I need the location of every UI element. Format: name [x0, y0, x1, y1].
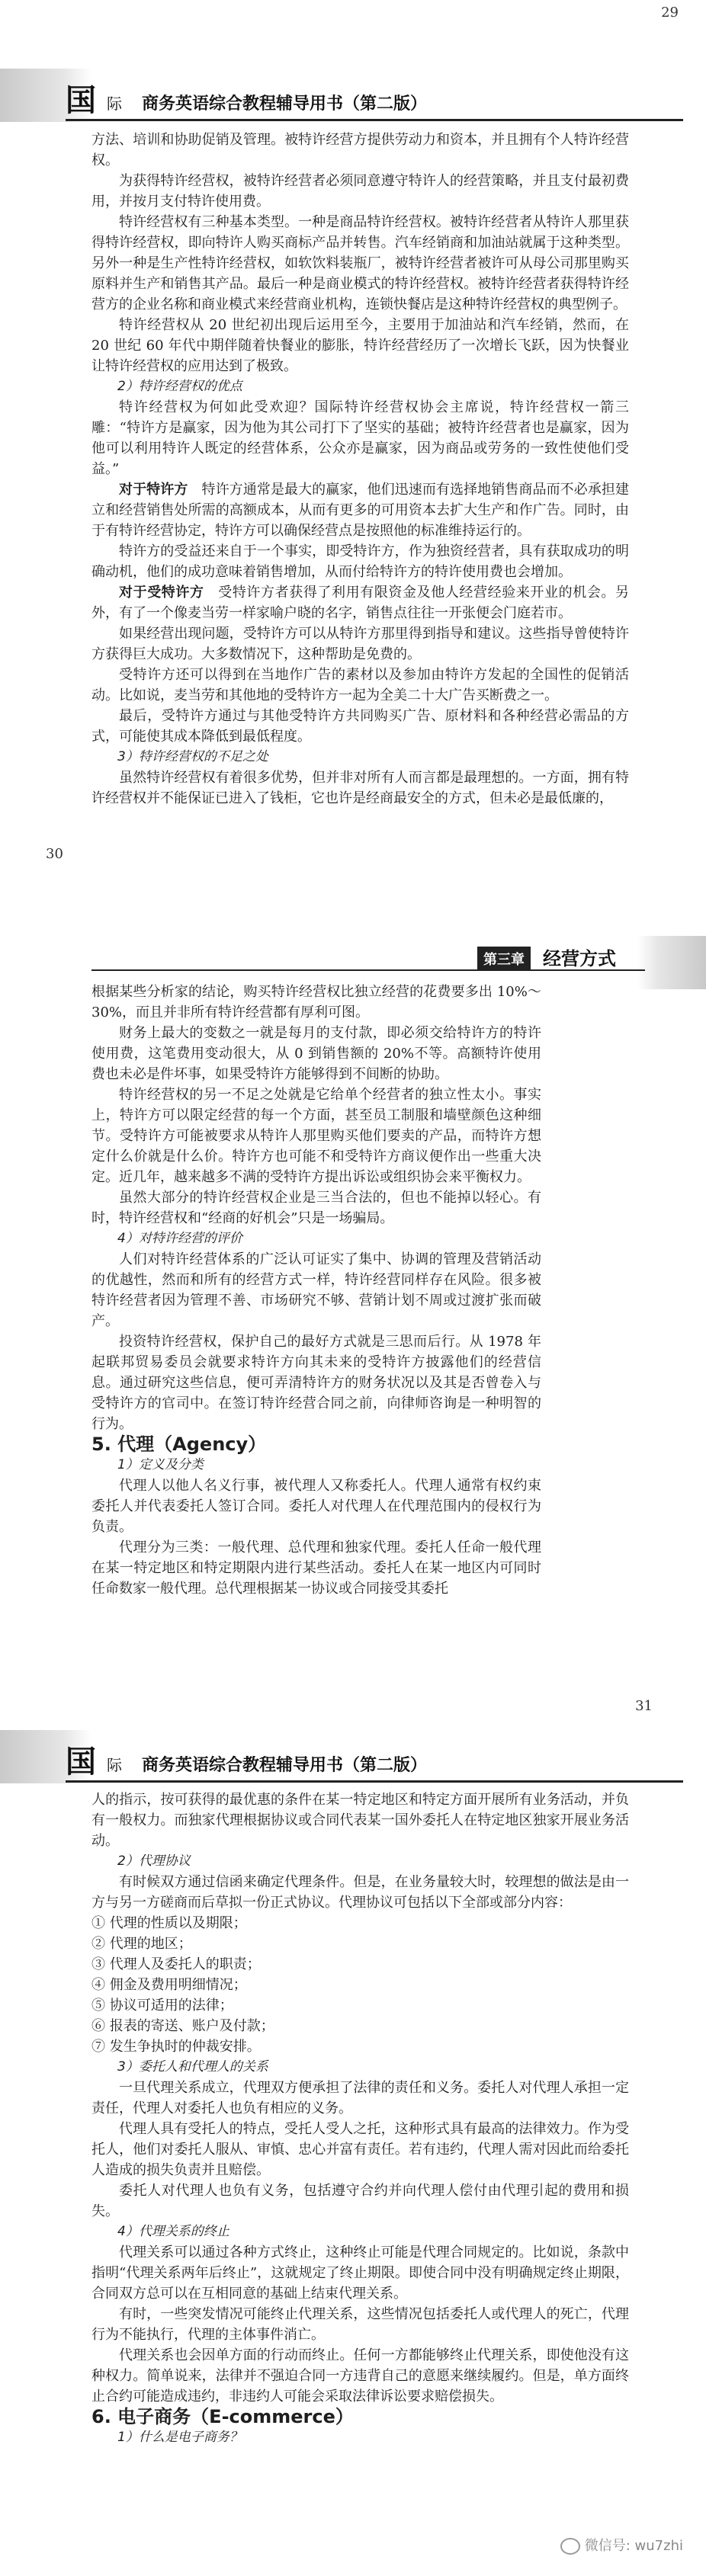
list-item	[91, 2016, 629, 2036]
paragraph-text: 5. 代理（Agency）	[91, 1434, 267, 1455]
paragraph	[91, 982, 541, 1023]
watermark-text: 微信号: wu7zhi	[584, 2538, 683, 2554]
paragraph-text: 1）什么是电子商务？	[117, 2430, 242, 2445]
header-logo-char: 国	[66, 1744, 96, 1780]
header-logo-char: 国	[66, 82, 96, 118]
paragraph	[91, 623, 629, 665]
paragraph-text: 最后，受特许方通过与其他受特许方共同购买广告、原材料和各种经营必需品的方式，可能使其成本降低到最低程度。	[91, 708, 629, 745]
book-header	[0, 1730, 706, 1783]
section-heading	[91, 2407, 629, 2427]
paragraph-text: ① 代理的性质以及期限；	[91, 1915, 247, 1931]
paragraph	[91, 1023, 541, 1085]
paragraph	[91, 2119, 629, 2180]
paragraph	[91, 2078, 629, 2119]
page-body	[91, 130, 629, 809]
subsection-heading	[91, 1229, 541, 1249]
paragraph-text: 2）代理协议	[117, 1854, 191, 1869]
paragraph-text: 特许经营权为何如此受欢迎？国际特许经营权协会主席说，特许经营权一箭三雕：“特许方是赢家，因为他为其公司打下了坚实的基础；被特许经营者也是赢家，因为他可以利用特许人既定的经营体系，公众亦是赢家，因为商品或劳务的一致性使他们受益。”	[91, 399, 629, 477]
paragraph	[91, 1537, 541, 1599]
chapter-label: 第三章	[477, 947, 531, 971]
list-item	[91, 1995, 629, 2016]
wechat-watermark	[560, 2535, 683, 2555]
chapter-rule	[91, 969, 645, 971]
subsection-heading	[91, 2222, 629, 2242]
paragraph-text: 特许经营权从 20 世纪初出现后运用至今，主要用于加油站和汽车经销，然而，在 20 世纪 60 年代中期伴随着快餐业的膨胀，特许经营经历了一次增长飞跃，因为快餐业让特许经营权的应用达到了极致。	[91, 317, 629, 374]
subsection-heading	[91, 2057, 629, 2078]
book-header	[0, 69, 706, 122]
paragraph	[91, 767, 629, 809]
paragraph-text: 财务上最大的变数之一就是每月的支付款，即必须交给特许方的特许使用费，这笔费用变动很大，从 0 到销售额的 20%不等。高额特许使用费也未必是件坏事，如果受特许方能够得到不间断的协助。	[91, 1025, 541, 1082]
paragraph-text: 4）对特许经营的评价	[117, 1231, 242, 1246]
paragraph	[91, 212, 629, 315]
paragraph-text: ② 代理的地区；	[91, 1936, 192, 1952]
paragraph	[91, 1085, 541, 1187]
paragraph-text: 代理关系也会因单方面的行动而终止。任何一方都能够终止代理关系，即使他没有这种权力。简单说来，法律并不强迫合同一方违背自己的意愿来继续履约。但是，单方面终止合约可能造成违约，非违约人可能会采取法律诉讼要求赔偿损失。	[91, 2347, 629, 2405]
paragraph-text: ④ 佣金及费用明细情况；	[91, 1977, 247, 1993]
paragraph	[91, 171, 629, 212]
paragraph-text: 代理关系可以通过各种方式终止，这种终止可能是代理合同规定的。比如说，条款中指明“代理关系两年后终止”，这就规定了终止期限。即使合同中没有明确规定终止期限，合同双方总可以在互相同意的基础上结束代理关系。	[91, 2244, 629, 2302]
paragraph-text: 虽然大部分的特许经营权企业是三当合法的，但也不能掉以轻心。有时，特许经营权和“经商的好机会”只是一场骗局。	[91, 1190, 541, 1226]
book-title: 商务英语综合教程辅导用书（第二版）	[142, 1756, 428, 1775]
paragraph	[91, 706, 629, 747]
paragraph-text: 如果经营出现问题，受特许方可以从特许方那里得到指导和建议。这些指导曾使特许方获得巨大成功。大多数情况下，这种帮助是免费的。	[91, 626, 629, 662]
header-rule	[66, 119, 683, 121]
paragraph-text: 受特许方还可以得到在当地作广告的素材以及参加由特许方发起的全国性的促销活动。比如说，麦当劳和其他地的受特许方一起为全美二十大广告买断费之一。	[91, 667, 629, 703]
list-item	[91, 1913, 629, 1934]
paragraph-text: 6. 电子商务（E-commerce）	[91, 2406, 354, 2427]
paragraph-lead: 对于特许方	[119, 482, 188, 498]
section-heading	[91, 1434, 541, 1455]
paragraph	[91, 665, 629, 706]
paragraph-text: 1）定义及分类	[117, 1457, 204, 1472]
paragraph-text: 虽然特许经营权有着很多优势，但并非对所有人而言都是最理想的。一方面，拥有特许经营权并不能保证已进入了钱柜，它也许是经商最安全的方式，但未必是最低廉的，	[91, 770, 629, 806]
paragraph-text: 3）特许经营权的不足之处	[117, 749, 268, 764]
page-number-bottom: 30	[46, 846, 63, 862]
paragraph-text: 人们对特许经营体系的广泛认可证实了集中、协调的管理及营销活动的优越性，然而和所有的经营方式一样，特许经营同样存在风险。很多被特许经营者因为管理不善、市场研究不够、营销计划不周或过渡扩张而破产。	[91, 1251, 541, 1329]
subsection-heading	[91, 2427, 629, 2448]
paragraph	[91, 1187, 541, 1229]
list-item	[91, 2036, 629, 2057]
paragraph-text: 4）代理关系的终止	[117, 2224, 229, 2239]
header-sub-char: 际	[107, 95, 122, 113]
paragraph-lead: 对于受特许方	[119, 585, 204, 601]
paragraph	[91, 2180, 629, 2222]
paragraph-text: 一旦代理关系成立，代理双方便承担了法律的责任和义务。委托人对代理人承担一定责任，代理人对委托人也负有相应的义务。	[91, 2080, 629, 2116]
paragraph	[91, 582, 629, 623]
paragraph-text: 2）特许经营权的优点	[117, 379, 242, 394]
subsection-heading	[91, 747, 629, 767]
paragraph	[91, 2304, 629, 2345]
paragraph-text: ⑦ 发生争执时的仲裁安排。	[91, 2039, 261, 2055]
subsection-heading	[91, 1455, 541, 1475]
page-body	[91, 982, 541, 1599]
paragraph	[91, 1331, 541, 1434]
header-rule	[66, 1780, 683, 1783]
paragraph-text: 为获得特许经营权，被特许经营者必须同意遵守特许人的经营策略，并且支付最初费用，并按月支付特许使用费。	[91, 173, 629, 210]
list-item	[91, 1975, 629, 1995]
list-item	[91, 1934, 629, 1954]
paragraph	[91, 1475, 541, 1537]
page-29-30	[0, 0, 706, 936]
list-item	[91, 1954, 629, 1975]
paragraph-text: 特许经营权的另一不足之处就是它给单个经营者的独立性太小。事实上，特许方可以限定经营的每一个方面，甚至员工制服和墙壁颜色这种细节。受特许方可能被要求从特许人那里购买他们要卖的产品，而特许方想定什么价就是什么价。特许方也可能不和受特许方商议便作出一些重大决定。近几年，越来越多不满的受特许方提出诉讼或组织协会来平衡权力。	[91, 1087, 541, 1185]
paragraph-text: 委托人对代理人也负有义务，包括遵守合约并向代理人偿付由代理引起的费用和损失。	[91, 2183, 629, 2219]
paragraph-text: ⑥ 报表的寄送、账户及付款；	[91, 2018, 274, 2034]
page-number-top: 29	[661, 5, 679, 21]
paragraph	[91, 1872, 629, 1913]
paragraph-text: ⑤ 协议可适用的法律；	[91, 1998, 233, 2014]
page-number-bottom: 31	[635, 1698, 653, 1714]
paragraph-text: 3）委托人和代理人的关系	[117, 2059, 268, 2075]
paragraph-text: 根据某些分析家的结论，购买特许经营权比独立经营的花费要多出 10%～30%，而且并非所有特许经营都有厚利可图。	[91, 984, 541, 1020]
header-sub-char: 际	[107, 1756, 122, 1774]
paragraph	[91, 2345, 629, 2407]
paragraph-text: 代理人具有受托人的特点，受托人受人之托，这种形式具有最高的法律效力。作为受托人，他们对委托人服从、审慎、忠心并富有责任。若有违约，代理人需对因此而给委托人造成的损失负责并且赔偿。	[91, 2121, 629, 2178]
paragraph-text: 代理人以他人名义行事，被代理人又称委托人。代理人通常有权约束委托人并代表委托人签订合同。委托人对代理人在代理范围内的侵权行为负责。	[91, 1478, 541, 1535]
paragraph-text: 有时，一些突发情况可能终止代理关系，这些情况包括委托人或代理人的死亡，代理行为不能执行，代理的主体事件消亡。	[91, 2306, 629, 2343]
paragraph	[91, 1249, 541, 1331]
paragraph-text: ③ 代理人及委托人的职责；	[91, 1956, 261, 1972]
paragraph-text: 方法、培训和协助促销及管理。被特许经营方提供劳动力和资本，并且拥有个人特许经营权。	[91, 132, 629, 168]
paragraph	[91, 130, 629, 171]
paragraph-text: 受特许方者获得了利用有限资金及他人经营经验来开业的机会。另外，有了一个像麦当劳一样家喻户晓的名字，销售点往往一开张便会门庭若市。	[91, 585, 630, 621]
subsection-heading	[91, 1851, 629, 1872]
page-32	[0, 1729, 706, 2576]
page-31	[0, 936, 706, 1729]
paragraph	[91, 1789, 629, 1851]
book-title: 商务英语综合教程辅导用书（第二版）	[142, 95, 428, 114]
paragraph	[91, 479, 629, 541]
paragraph	[91, 541, 629, 582]
chapter-title: 经营方式	[543, 948, 616, 969]
paragraph	[91, 397, 629, 479]
paragraph-text: 代理分为三类：一般代理、总代理和独家代理。委托人任命一般代理在某一特定地区和特定期限内进行某些活动。委托人在某一地区内可同时任命数家一般代理。总代理根据某一协议或合同接受其委托	[91, 1540, 541, 1597]
paragraph-text: 特许方通常是最大的赢家，他们迅速而有选择地销售商品而不必承担建立和经营销售处所需的高额成本，从而有更多的可用资本去扩大生产和作广告。同时，由于有特许经营协定，特许方可以确保经营点是按照他的标准维持运行的。	[91, 482, 630, 539]
paragraph-text: 特许方的受益还来自于一个事实，即受特许方，作为独资经营者，具有获取成功的明确动机，他们的成功意味着销售增加，从而付给特许方的特许使用费也会增加。	[91, 543, 629, 580]
page-body	[91, 1789, 629, 2448]
paragraph-text: 有时候双方通过信函来确定代理条件。但是，在业务量较大时，较理想的做法是由一方与另一方磋商而后草拟一份正式协议。代理协议可包括以下全部或部分内容：	[91, 1874, 629, 1911]
subsection-heading	[91, 376, 629, 397]
paragraph-text: 特许经营权有三种基本类型。一种是商品特许经营权。被特许经营者从特许人那里获得特许经营权，即向特许人购买商标产品并转售。汽车经销商和加油站就属于这种类型。另外一种是生产性特许经营权，如软饮料装瓶厂，被特许经营者被许可从母公司那里购买原料并生产和销售其产品。最后一种是商业模式的特许经营权。被特许经营者获得特许经营方的企业名称和商业模式来经营商业机构，连锁快餐店是这种特许经营权的典型例子。	[91, 214, 629, 312]
paragraph	[91, 315, 629, 376]
paragraph-text: 人的指示，按可获得的最优惠的条件在某一特定地区和特定方面开展所有业务活动，并负有一般权力。而独家代理根据协议或合同代表某一国外委托人在特定地区独家开展业务活动。	[91, 1792, 629, 1849]
chapter-gray-tab	[637, 936, 706, 989]
paragraph	[91, 2242, 629, 2304]
paragraph-text: 投资特许经营权，保护自己的最好方式就是三思而后行。从 1978 年起联邦贸易委员会就要求特许方向其未来的受特许方披露他们的经营信息。通过研究这些信息，便可弄清特许方的财务状况以及其是否曾卷入与受特许方的官司中。在签订特许经营合同之前，向律师咨询是一种明智的行为。	[91, 1334, 541, 1432]
wechat-icon	[560, 2538, 580, 2555]
